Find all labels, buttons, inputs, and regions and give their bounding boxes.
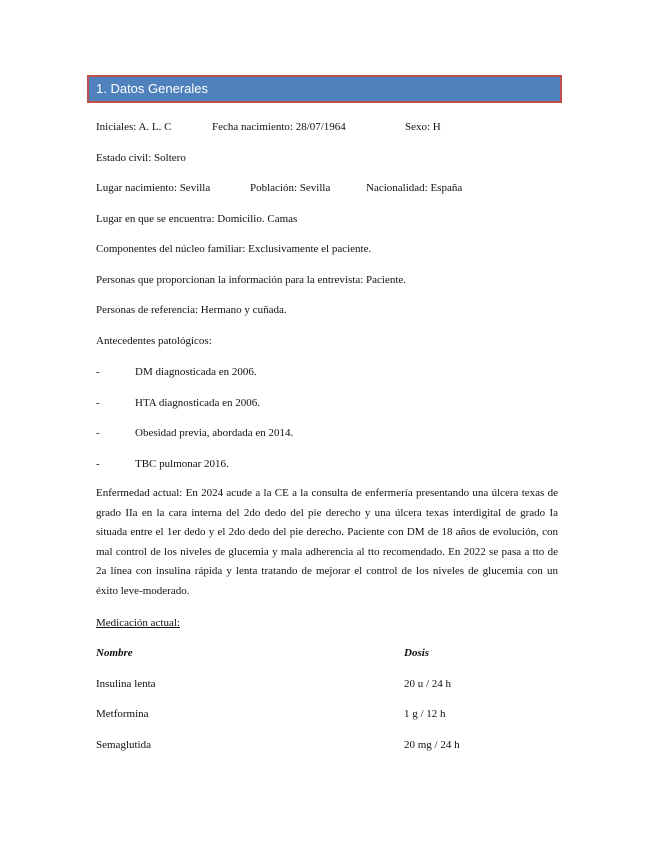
list-item: TBC pulmonar 2016.	[135, 458, 229, 470]
table-header-dosis: Dosis	[404, 647, 430, 659]
antecedentes-label: Antecedentes patológicos:	[96, 335, 212, 347]
table-cell-nombre: Semaglutida	[96, 739, 151, 751]
informantes-text: Personas que proporcionan la información para la entrevista: Paciente.	[96, 274, 407, 286]
list-bullet: -	[96, 397, 100, 409]
nacionalidad-text: Nacionalidad: España	[366, 182, 463, 194]
table-cell-nombre: Insulina lenta	[96, 678, 156, 690]
identification-row	[96, 121, 441, 133]
list-bullet: -	[96, 427, 100, 439]
list-item: HTA diagnosticada en 2006.	[135, 397, 260, 409]
list-item: Obesidad previa, abordada en 2014.	[135, 427, 294, 439]
estado-civil-text: Estado civil: Soltero	[96, 152, 186, 164]
list-item: DM diagnosticada en 2006.	[135, 366, 257, 378]
table-header-nombre: Nombre	[96, 647, 133, 659]
fecha-nacimiento-text: Fecha nacimiento: 28/07/1964	[212, 121, 346, 133]
enfermedad-actual-paragraph: Enfermedad actual: En 2024 acude a la CE a la consulta de enfermería presentando una úlcera texas de grado IIa en la cara interna del 2do dedo del pie derecho y una úlcera texas interdigital de grado Ia situada entre el 1er dedo y el 2do dedo del pie derecho. Paciente con DM de 18 años de evolución, con mal control de los niveles de glucemia y mala adherencia al tto recomendado. En 2022 se pasa a tto de 2a línea con insulina rápida y lenta tratando de mejorar el control de los niveles de glucemia con un éxito leve-moderado.	[96, 487, 558, 597]
table-cell-dosis: 20 u / 24 h	[404, 678, 452, 690]
origin-row	[96, 182, 463, 194]
medicacion-label: Medicación actual:	[96, 617, 180, 629]
list-bullet: -	[96, 366, 100, 378]
nucleo-familiar-text: Componentes del núcleo familiar: Exclusivamente el paciente.	[96, 243, 372, 255]
table-cell-nombre: Metformina	[96, 708, 149, 720]
list-bullet: -	[96, 458, 100, 470]
referencia-text: Personas de referencia: Hermano y cuñada.	[96, 304, 287, 316]
lugar-nacimiento-text: Lugar nacimiento: Sevilla	[96, 182, 211, 194]
sexo-text: Sexo: H	[405, 121, 441, 133]
lugar-actual-text: Lugar en que se encuentra: Domicilio. Camas	[96, 213, 298, 225]
iniciales-text: Iniciales: A. L. C	[96, 121, 172, 133]
poblacion-text: Población: Sevilla	[250, 182, 331, 194]
table-cell-dosis: 20 mg / 24 h	[404, 739, 460, 751]
table-cell-dosis: 1 g / 12 h	[404, 708, 446, 720]
section-title: 1. Datos Generales	[87, 75, 562, 103]
